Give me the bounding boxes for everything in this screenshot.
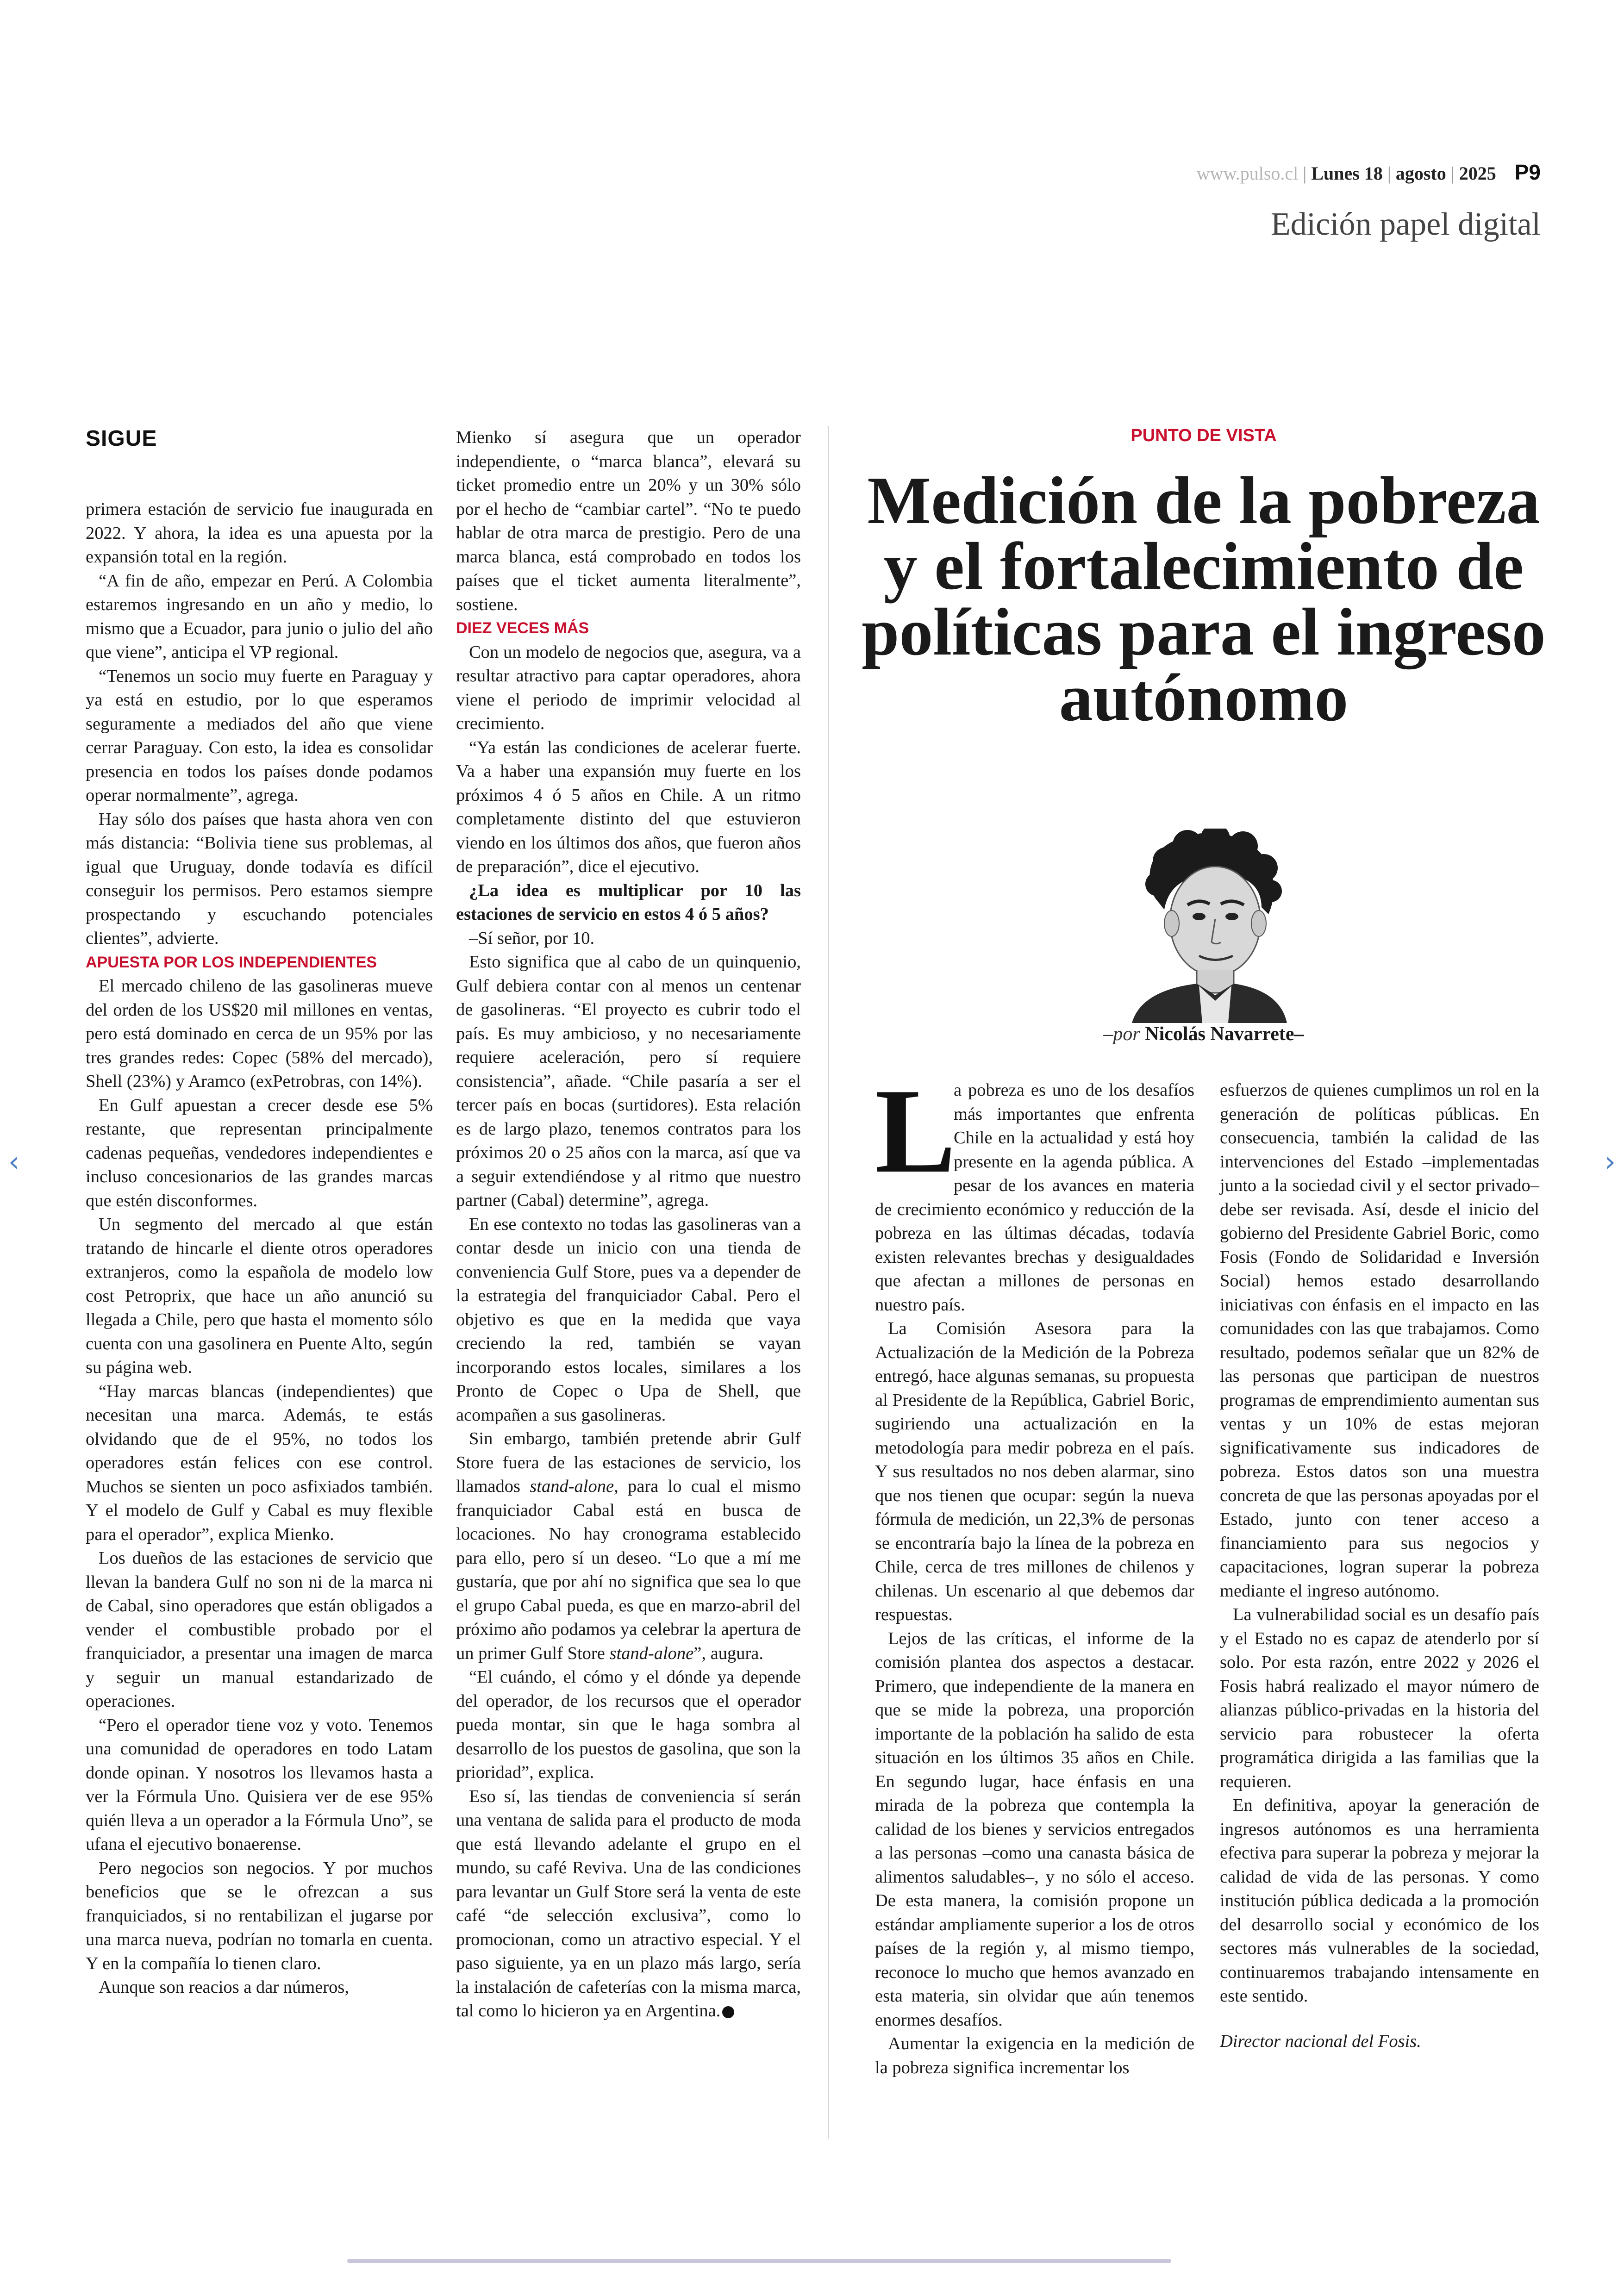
masthead-year: 2025 bbox=[1459, 163, 1496, 184]
paragraph: Aumentar la exigencia en la medición de la pobreza significa incrementar los bbox=[875, 2034, 1194, 2077]
section-subhead: APUESTA POR LOS INDEPENDIENTES bbox=[86, 953, 377, 971]
paragraph: esfuerzos de quienes cumplimos un rol en la generación de políticas públicas. En consecuencia, también la calidad de las intervenciones del Estado –implementadas junto a la sociedad civil y el sector privado– debe ser revisada. Así, desde el inicio del gobierno del Presidente Gabriel Boric, como Fosis (Fondo de Solidaridad e Inversión Social) hemos estado desarrollando iniciativas con énfasis en el impacto en las comunidades con las que trabajamos. Como resultado, podemos señalar que un 82% de las personas que participan de nuestros programas de emprendimiento aumentan sus ventas y un 10% de estas mejoran significativamente sus indicadores de pobreza. Estos datos son una muestra concreta de que las personas apoyadas por el Estado, junto con tener acceso a financiamiento para sus negocios y capacitaciones, logran superar la pobreza mediante el ingreso autónomo. bbox=[1220, 1080, 1539, 1601]
paragraph: Con un modelo de negocios que, asegura, va a resultar atractivo para captar operadores, ahora viene el periodo de imprimir velocidad al crecimiento. bbox=[456, 642, 801, 733]
paragraph: Sin embargo, también pretende abrir Gulf Store fuera de las estaciones de servicio, los llamados stand-alone, para lo cual el mismo franquiciador Cabal está en busca de locaciones. No hay cronograma establecido para ello, pero sí un deseo. “Lo que a mí me gustaría, que por ahí no significa que sea lo que el grupo Cabal pueda, es que en marzo-abril del próximo año podamos ya celebrar la apertura de un primer Gulf Store stand-alone”, augura. bbox=[456, 1429, 801, 1663]
masthead-month: agosto bbox=[1395, 163, 1446, 184]
paragraph: El mercado chileno de las gasolineras mueve del orden de los US$20 mil millones en ventas, pero está dominado en cerca de un 95% por las tres grandes redes: Copec (58% del mercado), Shell (23%) y Aramco (exPetrobras, con 14%). bbox=[86, 976, 433, 1091]
page-number: P9 bbox=[1514, 160, 1541, 184]
paragraph: L a pobreza es uno de los desafíos más importantes que enfrenta Chile en la actualidad y está hoy presente en la agenda pública. A pesar de los avances en materia de crecimiento económico y reducción de la pobreza en las últimas décadas, todavía existen relevantes brechas y desigualdades que afectan a millones de personas en nuestro país. bbox=[875, 1064, 1194, 1315]
opinion-headline: Medición de la pobreza y el fortalecimiento de políticas para el ingreso autónomo bbox=[862, 463, 1546, 735]
article-column-1 bbox=[86, 498, 433, 2000]
paragraph: “Hay marcas blancas (independientes) que necesitan una marca. Además, te estás olvidando que de el 95%, no todos los operadores están felices con ese control. Muchos se sienten un poco asfixiados también. Y el modelo de Gulf y Cabal es muy flexible para el operador”, explica Mienko. bbox=[86, 1381, 433, 1544]
chevron-right-icon[interactable]: › bbox=[1605, 1146, 1616, 1178]
paragraph: “Tenemos un socio muy fuerte en Paraguay y ya está en estudio, por lo que esperamos seguramente a mediados del año que viene cerrar Paraguay. Con esto, la idea es consolidar presencia en todos los países donde podamos operar normalmente”, agrega. bbox=[86, 666, 433, 805]
scrollbar-thumb[interactable] bbox=[347, 2259, 1171, 2263]
paragraph: En definitiva, apoyar la generación de ingresos autónomos es una herramienta efectiva para superar la pobreza y mejorar la calidad de vida de las personas. Y como institución pública dedicada a la promoción del desarrollo social y económico de los sectores más vulnerables de la sociedad, continuaremos trabajando intensamente en este sentido. bbox=[1220, 1796, 1539, 2006]
paragraph: Pero negocios son negocios. Y por muchos beneficios que se le ofrezcan a sus franquiciados, si no rentabilizan el jugarse por una marca nueva, podrían no tomarla en cuenta. Y en la compañía lo tienen claro. bbox=[86, 1858, 433, 1973]
interview-question: ¿La idea es multiplicar por 10 las estaciones de servicio en estos 4 ó 5 años? bbox=[456, 880, 801, 924]
site-url[interactable]: www.pulso.cl bbox=[1196, 163, 1299, 184]
paragraph: “El cuándo, el cómo y el dónde ya depende del operador, de los recursos que el operador pueda montar, sin que le haga sombra al desarrollo de los puestos de gasolina, que son la prioridad”, explica. bbox=[456, 1667, 801, 1782]
paragraph: Lejos de las críticas, el informe de la comisión plantea dos aspectos a destacar. Primero, que independiente de la manera en que se mide la pobreza, una proporción importante de la población ha salido de esta situación en los últimos 35 años en Chile. En segundo lugar, hace énfasis en una mirada de la pobreza que contempla la calidad de los bienes y servicios entregados a las personas –como una canasta básica de alimentos saludables–, y no sólo el acceso. De esta manera, la comisión propone un estándar ampliamente superior a los de otros países de la región y, al mismo tiempo, reconoce lo mucho que hemos avanzado en esta materia, sin olvidar que aún tenemos enormes desafíos. bbox=[875, 1628, 1194, 2030]
article-column-2 bbox=[456, 426, 801, 2023]
masthead: www.pulso.cl | Lunes 18 | agosto | 2025 P9 bbox=[1196, 160, 1541, 184]
byline-prefix: –por bbox=[1103, 1023, 1140, 1045]
author-portrait bbox=[1123, 829, 1294, 1023]
paragraph: La vulnerabilidad social es un desafío país y el Estado no es capaz de atenderlo por sí solo. Por esta razón, entre 2022 y 2026 el Fosis habrá realizado el mayor número de alianzas público-privadas en la historia del servicio para robustecer la oferta programática dirigida a las familias que la requieren. bbox=[1220, 1605, 1539, 1791]
author-signature: Director nacional del Fosis. bbox=[1220, 2031, 1421, 2051]
dropcap: L bbox=[875, 1064, 956, 1198]
paragraph: Los dueños de las estaciones de servicio que llevan la bandera Gulf no son ni de la marca ni de Cabal, sino operadores que están obligados a vender el combustible probado por el franquiciador, a presentar una imagen de marca y seguir un manual estandarizado de operaciones. bbox=[86, 1548, 433, 1711]
paragraph: La Comisión Asesora para la Actualización de la Medición de la Pobreza entregó, hace algunas semanas, su propuesta al Presidente de la República, Gabriel Boric, sugiriendo una actualización en la metodología para medir pobreza en el país. Y sus resultados no nos deben alarmar, sino que nos tienen que ocupar: según la nueva fórmula de medición, un 22,3% de personas se encontraría bajo la línea de la pobreza en Chile, cerca de tres millones de chilenos y chilenas. Un escenario al que debemos dar respuestas. bbox=[875, 1319, 1194, 1624]
paragraph: “Ya están las condiciones de acelerar fuerte. Va a haber una expansión muy fuerte en los próximos 4 ó 5 años en Chile. A un ritmo completamente distinto del que estuvieron viendo en los últimos dos años, que fueron años de preparación”, dice el ejecutivo. bbox=[456, 737, 801, 876]
paragraph: “A fin de año, empezar en Perú. A Colombia estaremos ingresando en un año y medio, lo mismo que a Ecuador, para junio o julio del año que viene”, anticipa el VP regional. bbox=[86, 571, 433, 662]
paragraph: En ese contexto no todas las gasolineras van a contar desde un inicio con una tienda de conveniencia Gulf Store, pues va a depender de la estrategia del franquiciador Cabal. Pero el objetivo es que en la medida que vaya creciendo la red, también se vayan incorporando estos locales, similares a los Pronto de Copec o Upa de Shell, que acompañen a sus gasolineras. bbox=[456, 1214, 801, 1425]
interview-answer: –Sí señor, por 10. bbox=[469, 928, 595, 948]
opinion-column-1 bbox=[875, 1064, 1194, 2080]
author-name: Nicolás Navarrete– bbox=[1145, 1023, 1304, 1045]
chevron-left-icon[interactable]: ‹ bbox=[8, 1146, 19, 1178]
paragraph: Hay sólo dos países que hasta ahora ven con más distancia: “Bolivia tiene sus problemas, al igual que Uruguay, donde todavía es difícil conseguir los permisos. Pero estamos siempre prospectando y escuchando potenciales clientes”, advierte. bbox=[86, 809, 433, 948]
section-subhead: DIEZ VECES MÁS bbox=[456, 619, 589, 637]
paragraph: primera estación de servicio fue inaugurada en 2022. Y ahora, la idea es una apuesta por la expansión total en la región. bbox=[86, 499, 433, 567]
end-of-article-icon bbox=[722, 2006, 734, 2018]
paragraph: En Gulf apuestan a crecer desde ese 5% restante, que representan principalmente cadenas pequeñas, vendedores independientes e incluso concesionarios de las grandes marcas que estén disconformes. bbox=[86, 1095, 433, 1210]
paragraph: Esto significa que al cabo de un quinquenio, Gulf debiera contar con al menos un centenar de gasolineras. “El proyecto es cubrir todo el país. Es muy ambicioso, y no necesariamente requiere aceleración, pero sí requiere consistencia”, añade. “Chile pasaría a ser el tercer país en bocas (surtidores). Esta relación es de largo plazo, tenemos contratos para los próximos 20 o 25 años con la marca, así que va a seguir extendiéndose y al ritmo que nuestro partner (Cabal) determine”, agrega. bbox=[456, 952, 801, 1210]
continued-label: SIGUE bbox=[86, 426, 157, 451]
paragraph: Un segmento del mercado al que están tratando de hincarle el diente otros operadores extranjeros, como la española de modelo low cost Petroprix, que hace un año anunció su llegada a Chile, pero que hasta el momento sólo cuenta con una gasolinera en Puente Alto, según su página web. bbox=[86, 1215, 433, 1377]
byline bbox=[829, 1023, 1579, 1045]
horizontal-scrollbar[interactable] bbox=[347, 2259, 1171, 2263]
opinion-column-2 bbox=[1220, 1079, 1539, 2053]
column-divider bbox=[828, 426, 829, 2139]
paragraph: Aunque son reacios a dar números, bbox=[99, 1977, 349, 1997]
paragraph: Eso sí, las tiendas de conveniencia sí serán una ventana de salida para el producto de moda que está llevando adelante el grupo en el mundo, su café Reviva. Una de las condiciones para levantar un Gulf Store será la venta de este café “de selección exclusiva”, como lo promocionan, como un atractivo especial. Y el paso siguiente, ya en un plazo más largo, sería la instalación de cafeterías con la misma marca, tal como lo hicieron ya en Argentina. bbox=[456, 1786, 801, 2021]
edition-label: Edición papel digital bbox=[1270, 206, 1541, 242]
masthead-day: Lunes 18 bbox=[1311, 163, 1383, 184]
section-kicker: PUNTO DE VISTA bbox=[1131, 426, 1277, 445]
paragraph: “Pero el operador tiene voz y voto. Tenemos una comunidad de operadores en todo Latam donde opinan. Y nosotros los llevamos hasta a ver la Fórmula Uno. Quisiera ver de ese 95% quién lleva a un operador a la Fórmula Uno”, se ufana el ejecutivo bonaerense. bbox=[86, 1715, 433, 1854]
paragraph: Mienko sí asegura que un operador independiente, o “marca blanca”, elevará su ticket promedio entre un 20% y un 30% sólo por el hecho de “cambiar cartel”. “No te puedo hablar de otra marca de prestigio. Pero de una marca blanca, está comprobado en todos los países que el ticket aumenta literalmente”, sostiene. bbox=[456, 428, 801, 614]
